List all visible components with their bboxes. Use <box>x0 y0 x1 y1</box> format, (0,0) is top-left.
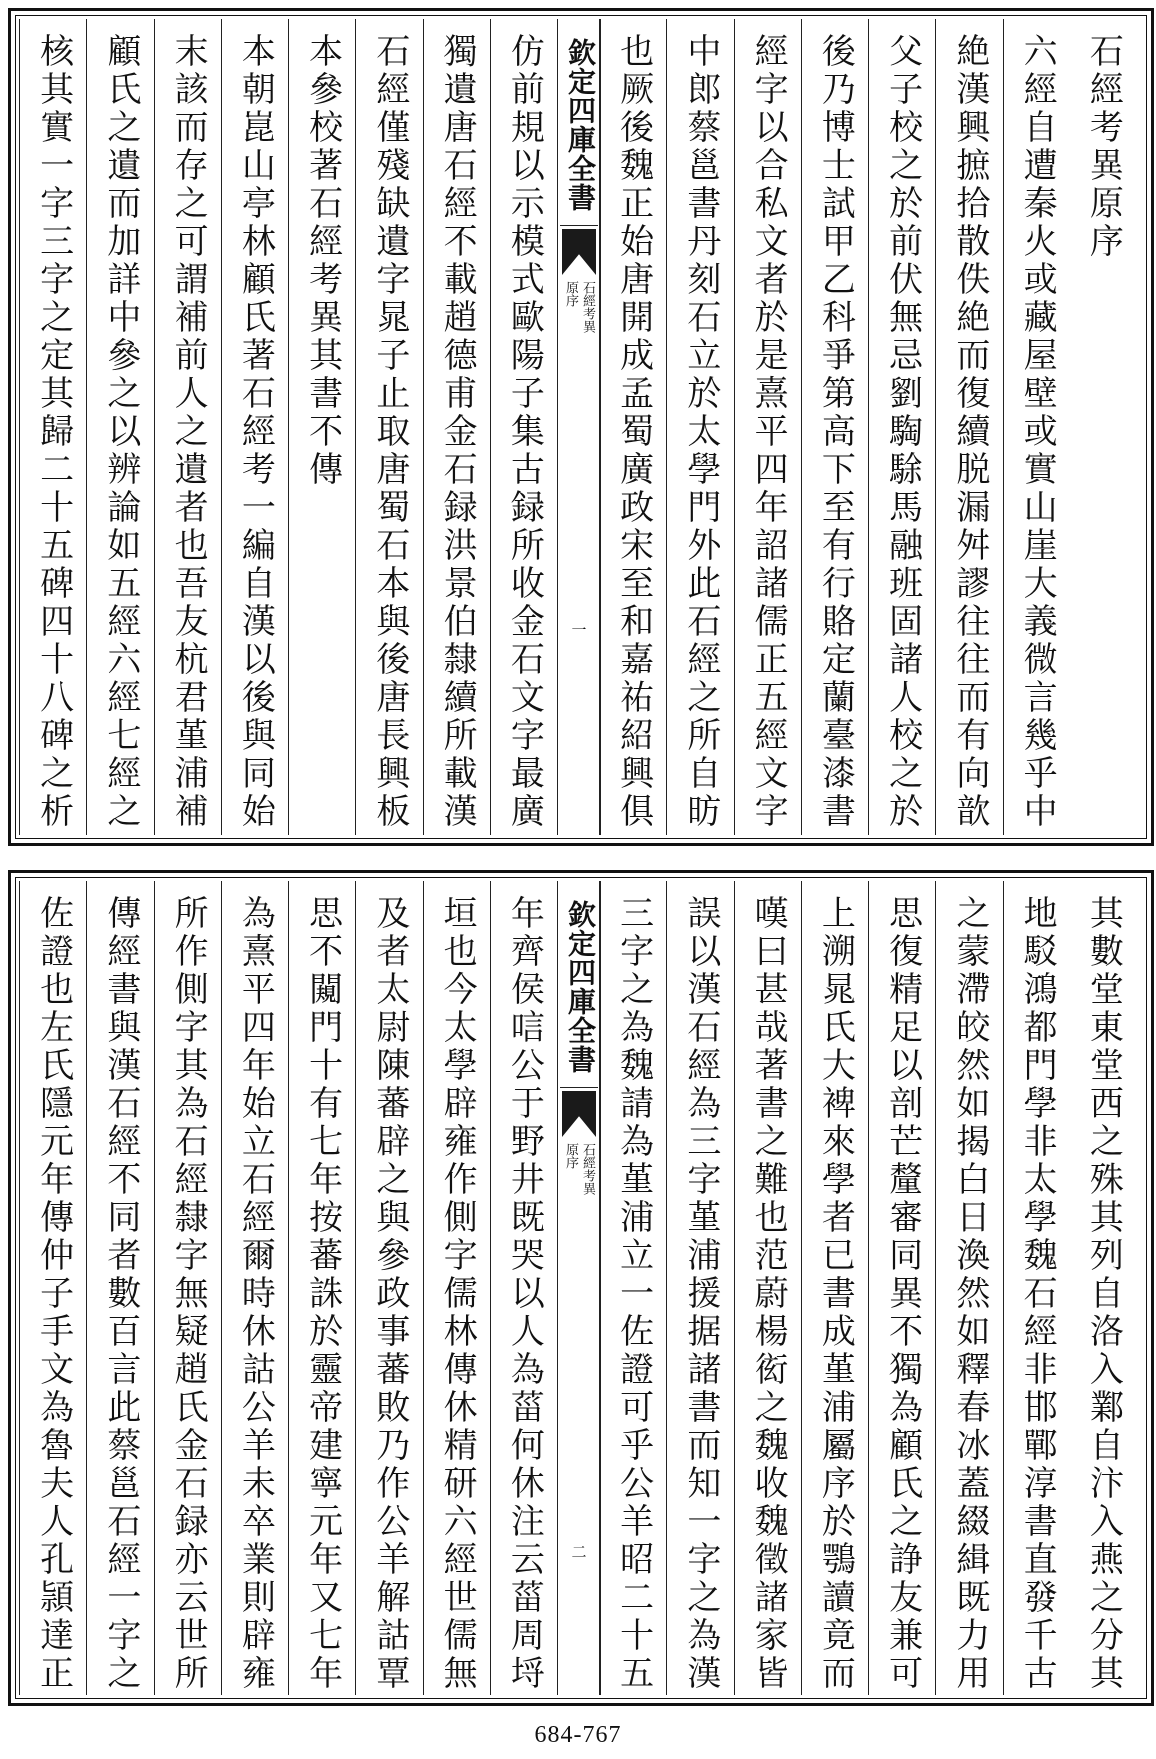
text-column <box>599 881 667 1695</box>
column-text: 仿前規以示模式歐陽子集古録所收金石文字最廣 <box>504 33 545 831</box>
section-subtitle: 原序 <box>563 1143 578 1169</box>
column-text: 獨遺唐石經不載趙德甫金石録洪景伯隸續所載漢 <box>437 33 478 831</box>
column-text: 及者太尉陳蕃辟之與參政事蕃敗乃作公羊解詁覃 <box>369 895 410 1693</box>
bottom-page-frame <box>8 870 1154 1706</box>
book-title: 欽定四庫全書 <box>560 885 598 1088</box>
column-text: 年齊侯唁公于野井既哭以人為菑何休注云菑周埒 <box>504 895 545 1693</box>
column-text: 垣也今太學辟雍作側字儒林傳休精研六經世儒無 <box>437 895 478 1693</box>
folio-number: 一 <box>571 621 587 639</box>
text-column <box>801 881 869 1695</box>
column-text: 地駁鴻都門學非太學魏石經非邯鄲淳書直發千古 <box>1017 895 1058 1693</box>
text-column <box>734 19 802 835</box>
column-text: 核其實一字三字之定其歸二十五碑四十八碑之析 <box>33 33 74 831</box>
bottom-page-body <box>19 881 1143 1695</box>
fishtail-mark <box>562 229 596 275</box>
column-text: 也厥後魏正始唐開成孟蜀廣政宋至和嘉祐紹興俱 <box>613 33 654 831</box>
text-column <box>288 881 356 1695</box>
text-column <box>423 19 491 835</box>
fold-center-strip <box>557 19 601 835</box>
text-column <box>935 881 1003 1695</box>
text-column <box>355 19 423 835</box>
text-column <box>86 19 154 835</box>
text-column <box>221 881 289 1695</box>
text-column <box>1003 19 1071 835</box>
column-text: 顧氏之遺而加詳中參之以辨論如五經六經七經之 <box>100 33 141 831</box>
column-text: 石經考異原序 <box>1083 33 1124 261</box>
text-column <box>1070 881 1137 1695</box>
column-text: 本朝崑山亭林顧氏著石經考一編自漢以後與同始 <box>235 33 276 831</box>
text-column <box>1003 881 1071 1695</box>
section-subtitle: 原序 <box>563 281 578 307</box>
section-title: 石經考異 <box>580 1143 595 1195</box>
column-text: 父子校之於前伏無忌劉騊駼馬融班固諸人校之於 <box>882 33 923 831</box>
column-text: 思不闚門十有七年按蕃誅於靈帝建寧元年又七年 <box>302 895 343 1693</box>
column-text: 本參校著石經考異其書不傳 <box>302 33 343 489</box>
text-column <box>86 881 154 1695</box>
column-text: 六經自遭秦火或藏屋壁或實山崖大義微言幾乎中 <box>1017 33 1058 831</box>
column-text: 後乃博士試甲乙科爭第高下至有行賂定蘭臺漆書 <box>815 33 856 831</box>
text-column <box>288 19 356 835</box>
column-text: 誤以漢石經為三字堇浦援据諸書而知一字之為漢 <box>680 895 721 1693</box>
column-text: 絶漢興摭拾散佚絶而復續脱漏舛謬往往而有向歆 <box>949 33 990 831</box>
text-column <box>868 19 936 835</box>
text-column <box>355 881 423 1695</box>
column-text: 上溯晁氏大裨來學者已書成堇浦屬序於鶚讀竟而 <box>815 895 856 1693</box>
text-column <box>19 881 87 1695</box>
column-text: 為熹平四年始立石經爾時休詁公羊未卒業則辟雍 <box>235 895 276 1693</box>
column-text: 其數堂東堂西之殊其列自洛入鄴自汴入燕之分其 <box>1083 895 1124 1693</box>
fishtail-mark <box>562 1091 596 1137</box>
top-page-body <box>19 19 1143 835</box>
text-column <box>1070 19 1137 835</box>
column-text: 所作側字其為石經隸字無疑趙氏金石録亦云世所 <box>168 895 209 1693</box>
fold-center-strip <box>557 881 601 1695</box>
top-page-frame <box>8 8 1154 846</box>
section-title: 石經考異 <box>580 281 595 333</box>
folio-number: 二 <box>571 1543 587 1561</box>
text-column <box>599 19 667 835</box>
section-caption <box>558 281 600 333</box>
text-column <box>868 881 936 1695</box>
page-footer-number: 684-767 <box>534 1722 622 1748</box>
text-column <box>666 881 734 1695</box>
column-text: 中郎蔡邕書丹刻石立於太學門外此石經之所自昉 <box>680 33 721 831</box>
text-column <box>490 881 558 1695</box>
column-text: 末該而存之可謂補前人之遺者也吾友杭君堇浦補 <box>168 33 209 831</box>
text-column <box>935 19 1003 835</box>
column-text: 思復精足以剖芒釐審同異不獨為顧氏之諍友兼可 <box>882 895 923 1693</box>
column-text: 嘆曰甚哉著書之難也范蔚楊衒之魏收魏徵諸家皆 <box>748 895 789 1693</box>
column-text: 佐證也左氏隱元年傳仲子手文為魯夫人孔頴達正 <box>33 895 74 1693</box>
text-column <box>19 19 87 835</box>
column-text: 石經僅殘缺遺字晁子止取唐蜀石本與後唐長興板 <box>369 33 410 831</box>
text-column <box>154 881 222 1695</box>
text-column <box>734 881 802 1695</box>
text-column <box>801 19 869 835</box>
text-column <box>666 19 734 835</box>
text-column <box>423 881 491 1695</box>
column-text: 三字之為魏請為堇浦立一佐證可乎公羊昭二十五 <box>613 895 654 1693</box>
text-column <box>221 19 289 835</box>
column-text: 之蒙滯皎然如揭白日渙然如釋春冰蓋綴緝既力用 <box>949 895 990 1693</box>
text-column <box>154 19 222 835</box>
column-text: 傳經書與漢石經不同者數百言此蔡邕石經一字之 <box>100 895 141 1693</box>
column-text: 經字以合私文者於是熹平四年詔諸儒正五經文字 <box>748 33 789 831</box>
section-caption <box>558 1143 600 1195</box>
book-title: 欽定四庫全書 <box>560 23 598 226</box>
text-column <box>490 19 558 835</box>
